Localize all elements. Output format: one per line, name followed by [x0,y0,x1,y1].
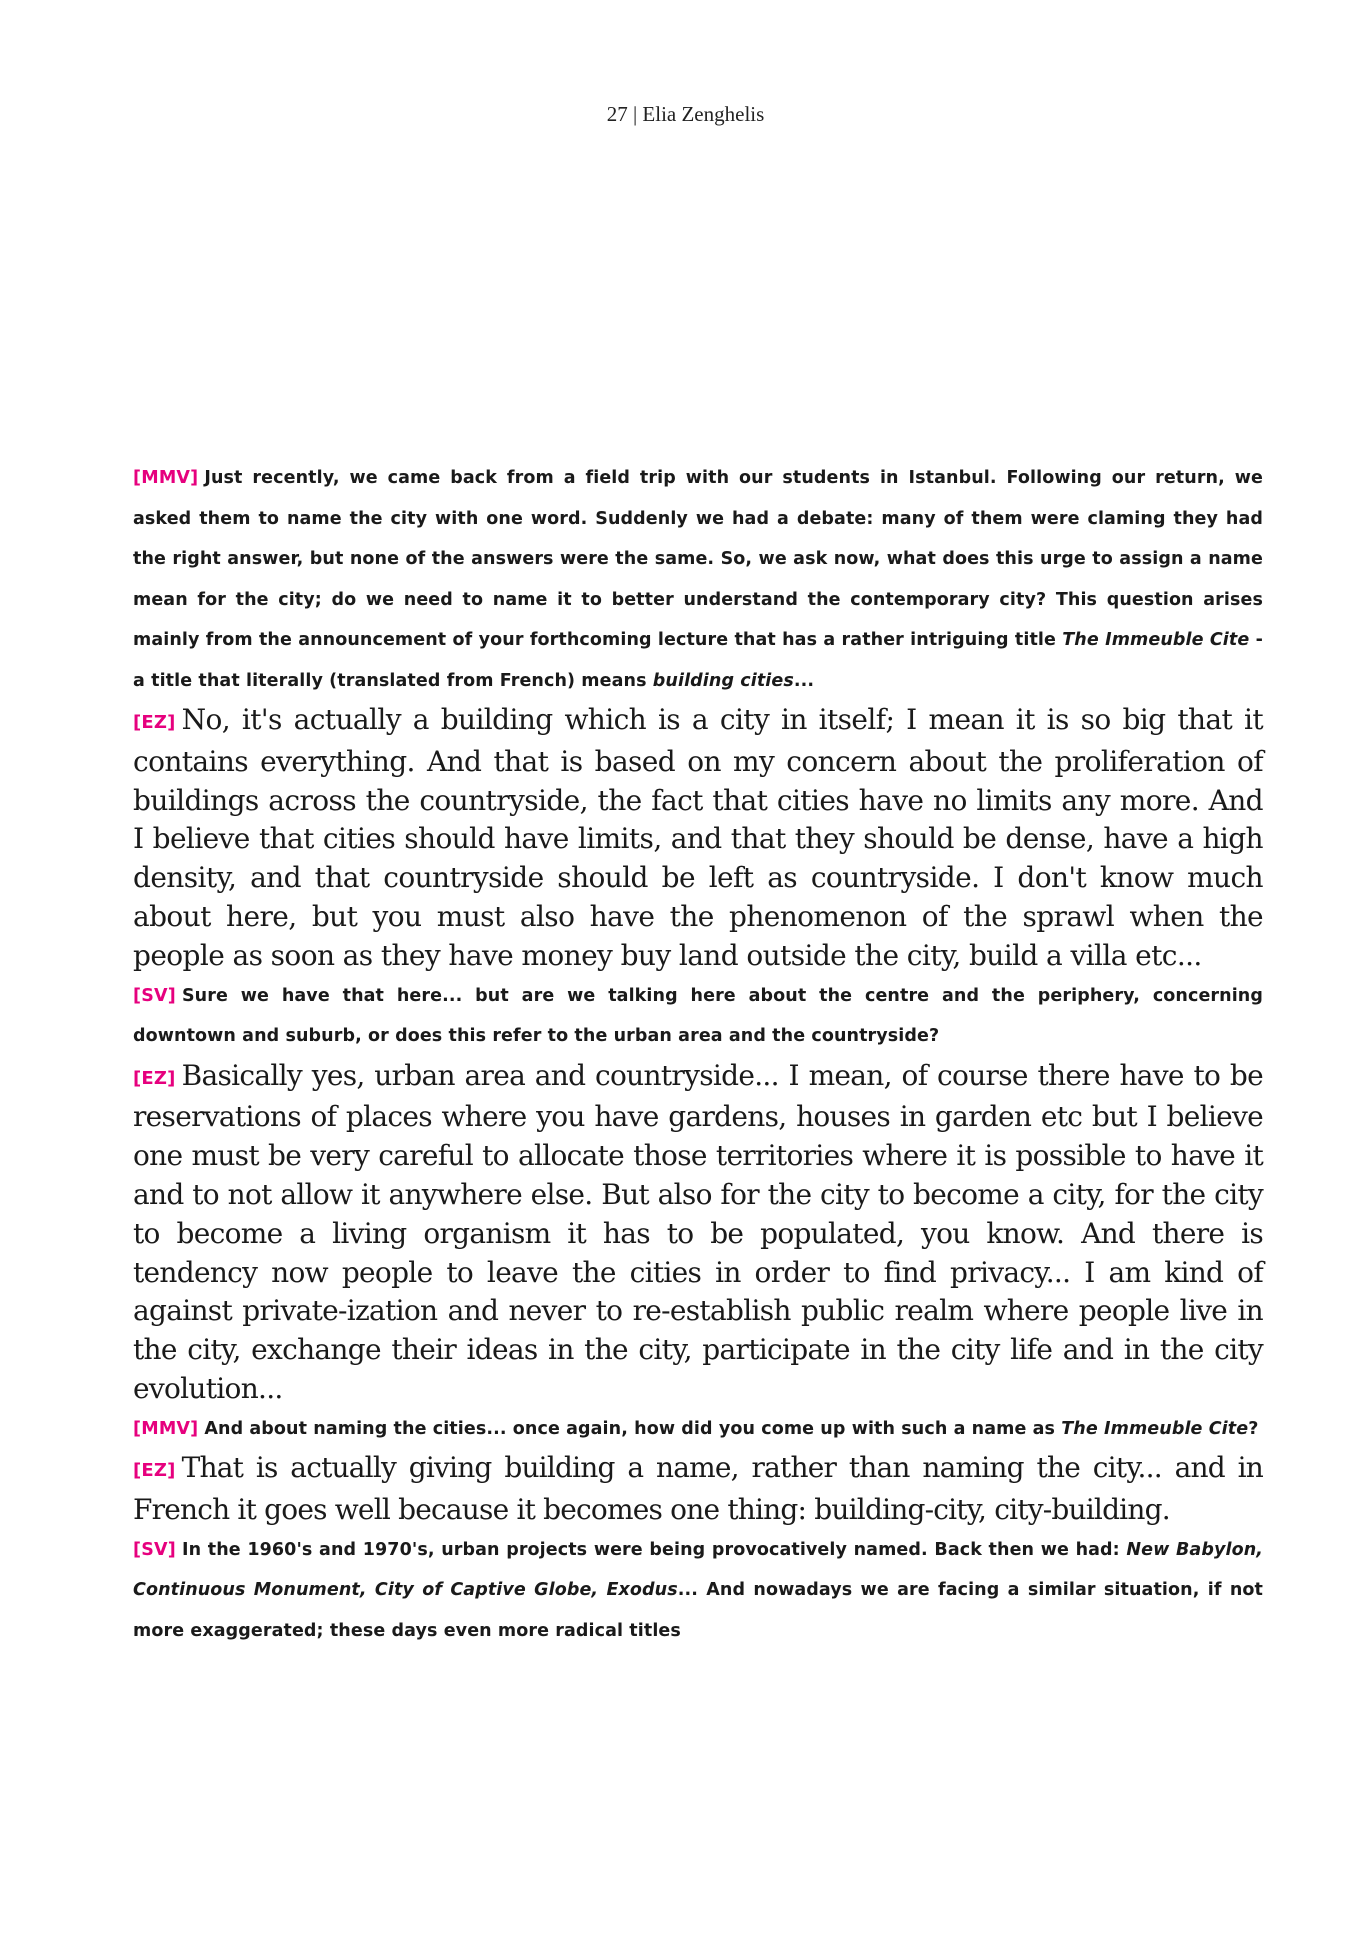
lecture-title: The Immeuble Cite [1061,1418,1249,1439]
header-separator: | [632,102,638,126]
title-translation: building cities [652,670,794,691]
question-text: ? [1248,1418,1259,1439]
question-mmv-2 [133,1409,1263,1450]
question-text: Just recently, we came back from a field trip with our students in Istanbul. Following our return, we asked them to name the city with one word. Suddenly we had a debate: many of them were claming they had the right answer, but none of the answers were the same. So, we ask now, what does this urge to assign a name mean for the city; do we need to name it to better understand the contemporary city? This question arises mainly from the announcement of your forthcoming lecture that has a rather intriguing title [133,468,1263,650]
question-sv-1 [133,976,1263,1057]
speaker-tag-sv: [SV] [133,985,176,1006]
project-names: New Babylon, Continuous Monument, City of Captive Globe, Exodus [133,1539,1263,1601]
interview-body [133,458,1263,1651]
speaker-tag-mmv: [MMV] [133,1418,199,1439]
lecture-title: The Immeuble Cite [1062,630,1250,650]
question-text: In the 1960's and 1970's, urban projects were being provocatively named. Back then we had: [181,1539,1127,1560]
answer-text: Basically yes, urban area and countryside... I mean, of course there have to be reservations of places where you have gardens, houses in garden etc but I believe one must be very careful to allocate those territories where it is possible to have it and to not allow it anywhere else. But also for the city to become a city, for the city to become a living organism it has to be populated, you know. And there is tendency now people to leave the cities in order to find privacy... I am kind of against private-ization and never to re-establish public realm where people live in the city, exchange their ideas in the city, participate in the city life and in the city evolution... [133,1058,1263,1405]
answer-ez-2 [133,1057,1263,1409]
question-text: ... [793,670,815,691]
page-number: 27 [606,102,628,126]
question-text: Sure we have that here... but are we talking here about the centre and the periphery, concerning downtown and suburb, or does this refer to the urban area and the countryside? [133,985,1263,1047]
answer-text: No, it's actually a building which is a city in itself; I mean it is so big that it contains everything. And that is based on my concern about the proliferation of buildings across the countryside, the fact that cities have no limits any more. And I believe that cities should have limits, and that they should be dense, have a high density, and that countryside should be left as countryside. I don't know much about here, but you must also have the phenomenon of the sprawl when the people as soon as they have money buy land outside the city, build a villa etc... [133,703,1263,972]
speaker-tag-mmv: [MMV] [133,468,199,488]
speaker-tag-sv: [SV] [133,1539,176,1560]
answer-text: That is actually giving building a name, rather than naming the city... and in French it goes well because it becomes one thing: building-city, city-building. [133,1451,1263,1527]
header-author: Elia Zenghelis [642,102,765,126]
question-mmv-1 [133,458,1263,701]
question-text: - a title that literally (translated from French) means [133,630,1263,691]
question-text: ... And nowadays we are facing a similar situation, if not more exaggerated; these days even more radical titles [133,1580,1263,1641]
question-text: And about naming the cities... once again, how did you come up with such a name as [204,1418,1062,1439]
running-header [0,102,1371,127]
question-sv-2 [133,1530,1263,1652]
speaker-tag-ez: [EZ] [133,1460,176,1482]
answer-ez-1 [133,701,1263,976]
answer-ez-3 [133,1449,1263,1530]
speaker-tag-ez: [EZ] [133,1067,176,1089]
speaker-tag-ez: [EZ] [133,712,176,733]
